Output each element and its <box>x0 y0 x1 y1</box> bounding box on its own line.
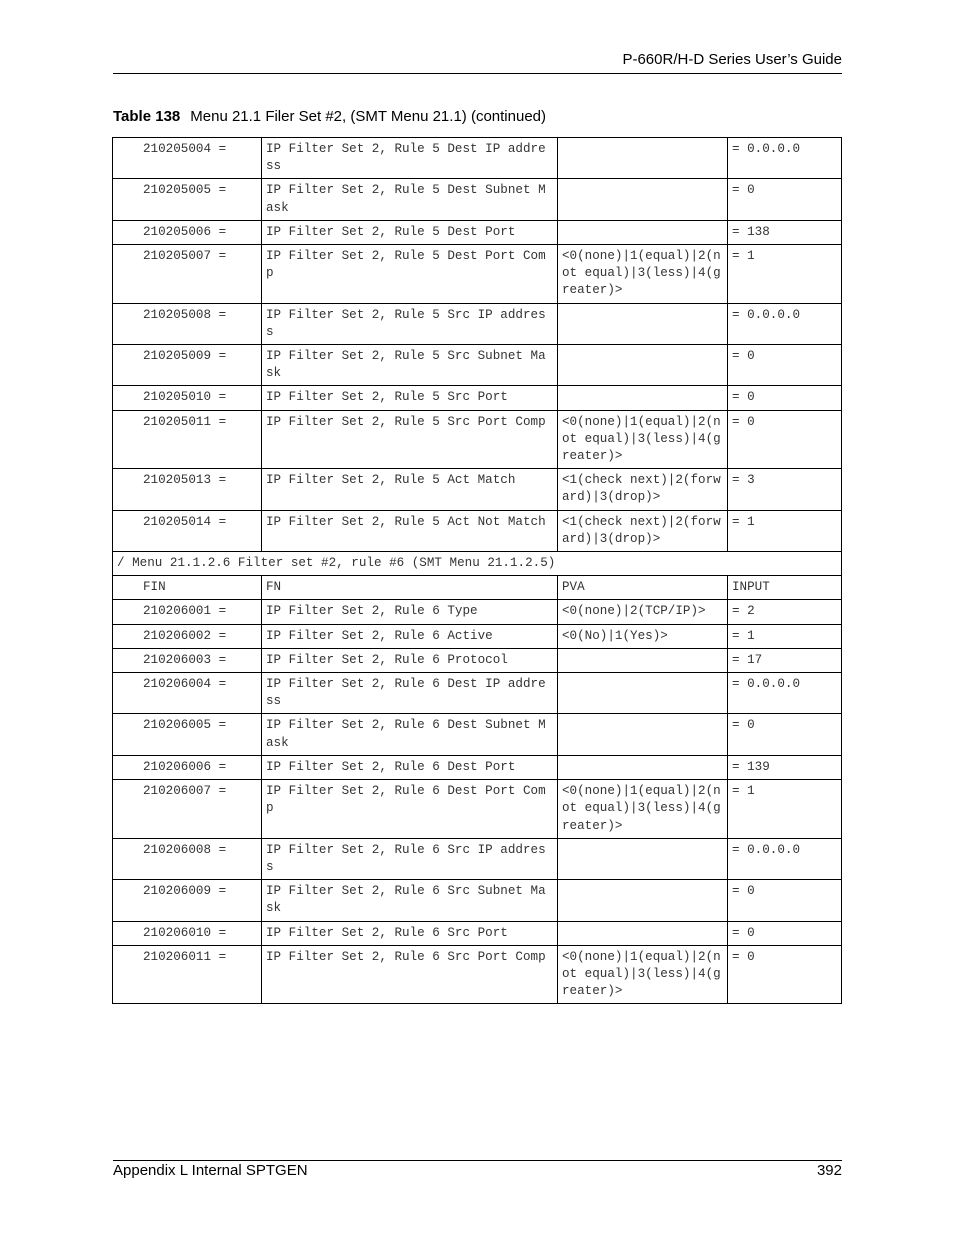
cell-fn: IP Filter Set 2, Rule 6 Dest Port <box>262 755 558 779</box>
cell-pva: <1(check next)|2(forward)|3(drop)> <box>558 510 728 551</box>
column-header-fin: FIN <box>113 576 262 600</box>
cell-pva <box>558 755 728 779</box>
cell-fin: 210206010 = <box>113 921 262 945</box>
cell-pva <box>558 303 728 344</box>
table-caption <box>113 108 546 125</box>
cell-pva: <0(none)|1(equal)|2(not equal)|3(less)|4(greater)> <box>558 945 728 1004</box>
cell-fin: 210205004 = <box>113 138 262 179</box>
cell-pva: <0(none)|1(equal)|2(not equal)|3(less)|4(greater)> <box>558 410 728 469</box>
cell-input: = 3 <box>728 469 842 510</box>
column-header-input: INPUT <box>728 576 842 600</box>
cell-input: = 17 <box>728 648 842 672</box>
cell-input: = 0.0.0.0 <box>728 673 842 714</box>
cell-fin: 210206002 = <box>113 624 262 648</box>
cell-input: = 0 <box>728 410 842 469</box>
cell-pva <box>558 838 728 879</box>
cell-pva <box>558 220 728 244</box>
cell-fin: 210205013 = <box>113 469 262 510</box>
cell-fn: IP Filter Set 2, Rule 5 Act Not Match <box>262 510 558 551</box>
cell-pva <box>558 648 728 672</box>
cell-pva <box>558 345 728 386</box>
cell-fin: 210205011 = <box>113 410 262 469</box>
table-section <box>113 552 842 600</box>
cell-fin: 210206001 = <box>113 600 262 624</box>
cell-input: = 0 <box>728 714 842 755</box>
cell-pva: <1(check next)|2(forward)|3(drop)> <box>558 469 728 510</box>
cell-fn: IP Filter Set 2, Rule 6 Active <box>262 624 558 648</box>
table-row <box>113 345 842 386</box>
cell-fn: IP Filter Set 2, Rule 6 Dest Subnet Mask <box>262 714 558 755</box>
table-body-rule6 <box>113 600 842 1004</box>
cell-fn: IP Filter Set 2, Rule 6 Protocol <box>262 648 558 672</box>
table-row <box>113 624 842 648</box>
cell-fn: IP Filter Set 2, Rule 5 Src Subnet Mask <box>262 345 558 386</box>
table-row <box>113 179 842 220</box>
cell-fin: 210205007 = <box>113 245 262 304</box>
cell-fin: 210206003 = <box>113 648 262 672</box>
table-caption-label: Table 138 <box>113 108 181 125</box>
cell-input: = 0.0.0.0 <box>728 838 842 879</box>
cell-pva <box>558 880 728 921</box>
cell-fin: 210205005 = <box>113 179 262 220</box>
table-row <box>113 714 842 755</box>
cell-fn: IP Filter Set 2, Rule 5 Dest Port Comp <box>262 245 558 304</box>
cell-pva <box>558 714 728 755</box>
table-row <box>113 838 842 879</box>
cell-fn: IP Filter Set 2, Rule 5 Dest IP address <box>262 138 558 179</box>
cell-pva: <0(No)|1(Yes)> <box>558 624 728 648</box>
cell-fn: IP Filter Set 2, Rule 6 Type <box>262 600 558 624</box>
cell-input: = 139 <box>728 755 842 779</box>
table-row <box>113 220 842 244</box>
cell-fin: 210205009 = <box>113 345 262 386</box>
cell-fn: IP Filter Set 2, Rule 5 Dest Port <box>262 220 558 244</box>
cell-pva: <0(none)|2(TCP/IP)> <box>558 600 728 624</box>
cell-fin: 210205010 = <box>113 386 262 410</box>
cell-fin: 210206011 = <box>113 945 262 1004</box>
cell-pva <box>558 138 728 179</box>
cell-input: = 1 <box>728 510 842 551</box>
sptgen-table <box>112 137 842 1004</box>
table-row <box>113 386 842 410</box>
cell-fn: IP Filter Set 2, Rule 6 Src IP address <box>262 838 558 879</box>
section-title: / Menu 21.1.2.6 Filter set #2, rule #6 (SMT Menu 21.1.2.5) <box>113 552 842 576</box>
table-row <box>113 880 842 921</box>
table-row <box>113 469 842 510</box>
cell-pva <box>558 386 728 410</box>
cell-pva: <0(none)|1(equal)|2(not equal)|3(less)|4(greater)> <box>558 245 728 304</box>
table-row <box>113 945 842 1004</box>
cell-input: = 0.0.0.0 <box>728 138 842 179</box>
cell-fn: IP Filter Set 2, Rule 5 Dest Subnet Mask <box>262 179 558 220</box>
running-header-title: P-660R/H-D Series User’s Guide <box>622 51 842 68</box>
table-row <box>113 921 842 945</box>
cell-input: = 1 <box>728 245 842 304</box>
cell-fin: 210206007 = <box>113 780 262 839</box>
table-row <box>113 303 842 344</box>
footer-page-number: 392 <box>816 1162 842 1179</box>
cell-fin: 210205008 = <box>113 303 262 344</box>
table-row <box>113 410 842 469</box>
column-header-pva: PVA <box>558 576 728 600</box>
cell-fin: 210206004 = <box>113 673 262 714</box>
cell-fn: IP Filter Set 2, Rule 5 Src IP address <box>262 303 558 344</box>
column-header-fn: FN <box>262 576 558 600</box>
cell-fn: IP Filter Set 2, Rule 5 Src Port Comp <box>262 410 558 469</box>
cell-fin: 210205014 = <box>113 510 262 551</box>
table-row <box>113 600 842 624</box>
cell-fn: IP Filter Set 2, Rule 5 Act Match <box>262 469 558 510</box>
footer-divider <box>113 1160 842 1161</box>
cell-fn: IP Filter Set 2, Rule 6 Src Subnet Mask <box>262 880 558 921</box>
table-row <box>113 138 842 179</box>
cell-input: = 1 <box>728 624 842 648</box>
cell-input: = 0 <box>728 386 842 410</box>
column-header-row <box>113 576 842 600</box>
cell-input: = 2 <box>728 600 842 624</box>
cell-fn: IP Filter Set 2, Rule 6 Src Port <box>262 921 558 945</box>
cell-fin: 210206006 = <box>113 755 262 779</box>
cell-input: = 0 <box>728 921 842 945</box>
cell-fin: 210205006 = <box>113 220 262 244</box>
footer-section-name: Appendix L Internal SPTGEN <box>113 1162 308 1179</box>
cell-pva <box>558 179 728 220</box>
cell-pva: <0(none)|1(equal)|2(not equal)|3(less)|4(greater)> <box>558 780 728 839</box>
cell-fin: 210206009 = <box>113 880 262 921</box>
table-row <box>113 648 842 672</box>
cell-input: = 0 <box>728 345 842 386</box>
cell-input: = 0 <box>728 179 842 220</box>
table-body-rule5 <box>113 138 842 552</box>
table-row <box>113 673 842 714</box>
cell-fn: IP Filter Set 2, Rule 5 Src Port <box>262 386 558 410</box>
cell-pva <box>558 673 728 714</box>
cell-fn: IP Filter Set 2, Rule 6 Src Port Comp <box>262 945 558 1004</box>
cell-pva <box>558 921 728 945</box>
cell-input: = 1 <box>728 780 842 839</box>
cell-input: = 138 <box>728 220 842 244</box>
cell-fn: IP Filter Set 2, Rule 6 Dest Port Comp <box>262 780 558 839</box>
cell-input: = 0.0.0.0 <box>728 303 842 344</box>
cell-fin: 210206008 = <box>113 838 262 879</box>
table-row <box>113 780 842 839</box>
header-divider <box>113 73 842 74</box>
cell-fin: 210206005 = <box>113 714 262 755</box>
table-row <box>113 245 842 304</box>
table-row <box>113 510 842 551</box>
table-row <box>113 755 842 779</box>
cell-fn: IP Filter Set 2, Rule 6 Dest IP address <box>262 673 558 714</box>
section-header-row <box>113 552 842 576</box>
cell-input: = 0 <box>728 880 842 921</box>
table-caption-text: Menu 21.1 Filer Set #2, (SMT Menu 21.1) (continued) <box>190 108 546 125</box>
cell-input: = 0 <box>728 945 842 1004</box>
